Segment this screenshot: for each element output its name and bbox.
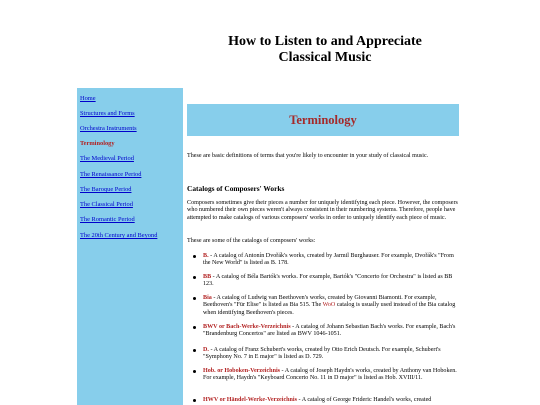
sidebar-item-structures-and-forms[interactable] [80,110,135,118]
sidebar-item-medieval-period[interactable] [80,155,134,163]
section-paragraph: Composers sometimes give their pieces a number for uniquely identifying each piece. However, the composers who numbered their own pieces weren't always consistent in their numbering systems. Therefore, people have attempted to make catalogs of various composers' works in order to uniquely identify each piece of music. [187,200,458,221]
sidebar-item-classical-period[interactable] [80,201,133,209]
sidebar [77,88,183,405]
woo-link[interactable]: WoO [322,302,336,309]
list-item [193,253,459,268]
sidebar-link-renaissance-period[interactable]: The Renaissance Period [80,171,142,178]
sidebar-link-orchestra-instruments[interactable]: Orchestra Instruments [80,125,137,132]
catalog-abbr: Bia [203,295,212,301]
catalog-desc: - A catalog of Antonín Dvořák's works, created by Jarmil Burghauser. For example, Dvořák's "From the New World" is listed as B. 178. [203,253,454,267]
list-item [193,324,459,339]
bullet-icon [193,276,196,279]
sidebar-item-orchestra-instruments[interactable] [80,125,137,133]
catalog-desc-continued: catalog is usually used instead of the Bia catalog when identifying Beethoven's pieces. [203,302,456,316]
catalog-abbr: BB [203,274,212,280]
bullet-icon [193,349,196,352]
intro-text: These are basic definitions of terms that you're likely to encounter in your study of classical music. [187,153,429,159]
sidebar-link-classical-period[interactable]: The Classical Period [80,201,133,208]
catalog-desc: - A catalog of Ludwig van Beethoven's works, created by Giovanni Biamonti. For example, Beethoven's "Für Elise" is listed as Bia 515. The [203,295,437,309]
bullet-icon [193,370,196,373]
catalog-abbr: Hob. or Hoboken-Verzeichnis [203,368,281,374]
list-item [193,347,459,362]
sidebar-item-20th-century[interactable] [80,232,157,240]
sidebar-link-baroque-period[interactable]: The Baroque Period [80,186,132,193]
sidebar-link-terminology[interactable]: Terminology [80,140,115,147]
sidebar-item-home[interactable] [80,95,96,103]
sidebar-link-medieval-period[interactable]: The Medieval Period [80,155,134,162]
sidebar-link-home[interactable]: Home [80,95,96,102]
catalog-desc: - A catalog of Franz Schubert's works, created by Otto Erich Deutsch. For example, Schubert's "Symphony No. 7 in E major" is listed as D. 729. [203,347,441,361]
list-item [193,274,459,289]
list-item [193,368,459,383]
list-item [193,397,459,404]
sidebar-item-baroque-period[interactable] [80,186,131,194]
site-title [180,34,470,66]
catalog-abbr: BWV or Bach-Werke-Verzeichnis [203,324,291,330]
catalog-desc: - A catalog of Joseph Haydn's works, created by Anthony van Hoboken. For example, Haydn's "Keyboard Concerto No. 11 in D major" is listed as Hob. XVIII/11. [203,368,457,382]
catalog-abbr: HWV or Händel-Werke-Verzeichnis [203,397,297,403]
list-item [193,295,459,317]
page-banner [187,104,459,136]
main-content [187,104,459,405]
bullet-icon [193,297,196,300]
catalog-desc: - A catalog of George Frideric Handel's works, created [297,397,432,403]
section-heading: Catalogs of Composers' Works [187,184,285,193]
catalog-desc: - A catalog of Johann Sebastian Bach's works. For example, Bach's "Brandenburg Concertos" are listed as BWV 1046-1051. [203,324,456,338]
site-title-line-2: Classical Music [278,50,372,65]
page-title: Terminology [289,112,357,127]
sidebar-link-structures-and-forms[interactable]: Structures and Forms [80,110,135,117]
sidebar-item-terminology[interactable] [80,140,115,148]
catalog-abbr: B. [203,253,209,259]
catalog-abbr: D. [203,347,209,353]
site-title-line-1: How to Listen to and Appreciate [228,34,422,49]
sidebar-item-romantic-period[interactable] [80,216,135,224]
sidebar-link-romantic-period[interactable]: The Romantic Period [80,216,135,223]
catalog-desc: - A catalog of Béla Bartók's works. For example, Bartók's "Concerto for Orchestra" is listed as BB 123. [203,274,453,288]
list-intro: These are some of the catalogs of composers' works: [187,238,316,244]
sidebar-link-20th-century[interactable]: The 20th Century and Beyond [80,232,158,239]
sidebar-item-renaissance-period[interactable] [80,171,141,179]
bullet-icon [193,326,196,329]
bullet-icon [193,255,196,258]
bullet-icon [193,399,196,402]
